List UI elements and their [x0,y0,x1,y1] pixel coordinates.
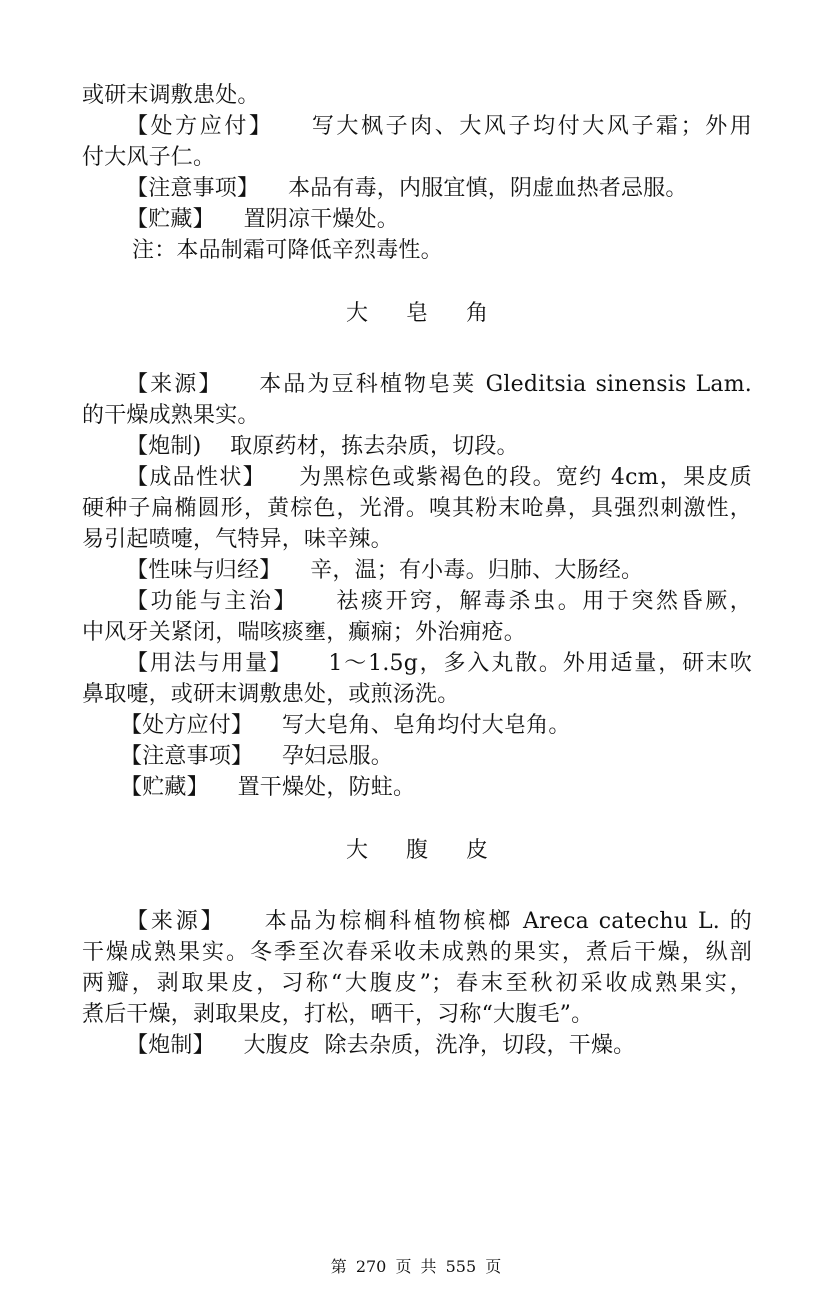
text-line: 【贮藏】 置干燥处，防蛀。 [120,775,416,800]
text-line: 付大风子仁。 [82,145,216,170]
text-line: 【注意事项】 本品有毒，内服宜慎，阴虚血热者忌服。 [126,176,688,201]
text-line: 【成品性状】 为黑棕色或紫褐色的段。宽约 4cm，果皮质 [126,465,752,490]
text-line: 两瓣，剥取果皮，习称“大腹皮”；春末至秋初采收成熟果实， [82,971,752,996]
text-line: 【处方应付】 写大枫子肉、大风子均付大风子霜；外用 [126,114,752,139]
text-line: 【贮藏】 置阴凉干燥处。 [126,207,399,232]
text-line: 【来源】 本品为棕榈科植物槟榔 Areca catechu L. 的 [126,909,752,934]
text-line: 【处方应付】 写大皂角、皂角均付大皂角。 [120,713,571,738]
text-line: 【用法与用量】 1～1.5g，多入丸散。外用适量，研末吹 [126,651,752,676]
text-line: 易引起喷嚏，气特异，味辛辣。 [82,527,393,552]
text-line: 【来源】 本品为豆科植物皂荚 Gleditsia sinensis Lam. [126,372,752,397]
text-line: 硬种子扁椭圆形，黄棕色，光滑。嗅其粉末呛鼻，具强烈刺激性， [82,496,752,521]
text-line: 【炮制】 大腹皮 除去杂质，洗净，切段，干燥。 [126,1033,636,1058]
text-line: 煮后干燥，剥取果皮，打松，晒干，习称“大腹毛”。 [82,1002,594,1027]
text-line: 干燥成熟果实。冬季至次春采收未成熟的果实，煮后干燥，纵剖 [82,940,752,965]
text-line: 鼻取嚏，或研末调敷患处，或煎汤洗。 [82,682,460,707]
section-title: 大腹皮 [345,838,526,863]
text-line: 注：本品制霜可降低辛烈毒性。 [132,238,443,263]
text-line: 的干燥成熟果实。 [82,403,260,428]
document-page [82,80,752,1061]
text-line: 中风牙关紧闭，喘咳痰壅，癫痫；外治痈疮。 [82,620,527,645]
section-title: 大皂角 [345,301,526,326]
text-line: 【功能与主治】 祛痰开窍，解毒杀虫。用于突然昏厥， [126,589,752,614]
page-footer: 第 270 页 共 555 页 [330,1257,502,1276]
text-line: 或研末调敷患处。 [82,83,260,108]
text-line: 【性味与归经】 辛，温；有小毒。归肺、大肠经。 [126,558,644,583]
text-line: 【注意事项】 孕妇忌服。 [120,744,393,769]
text-line: 【炮制) 取原药材，拣去杂质，切段。 [126,434,519,459]
